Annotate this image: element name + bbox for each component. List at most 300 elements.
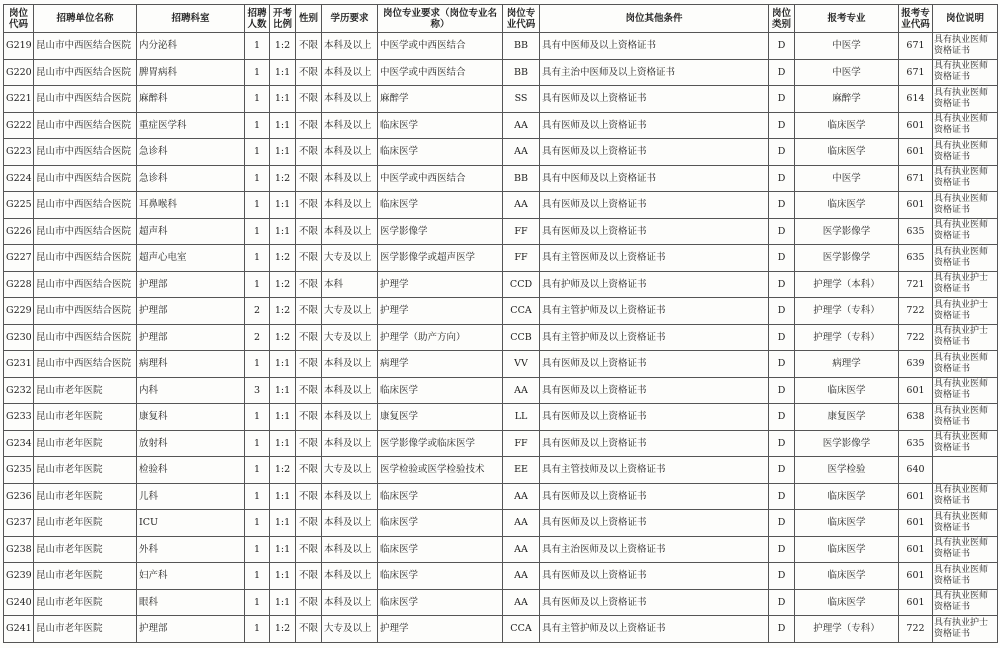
cell-post-code: G241 xyxy=(4,616,34,643)
header-post-note: 岗位说明 xyxy=(933,5,998,33)
cell-post-note: 具有执业医师资格证书 xyxy=(933,192,998,219)
cell-exam-ratio: 1:1 xyxy=(270,192,296,219)
cell-exam-ratio: 1:1 xyxy=(270,589,296,616)
cell-post-code: G240 xyxy=(4,589,34,616)
cell-exam-major: 临床医学 xyxy=(795,589,899,616)
cell-education: 大专及以上 xyxy=(322,616,378,643)
cell-post-note: 具有执业医师资格证书 xyxy=(933,86,998,113)
cell-major-code: AA xyxy=(503,510,540,537)
cell-gender: 不限 xyxy=(296,536,322,563)
cell-post-note: 具有执业医师资格证书 xyxy=(933,404,998,431)
cell-exam-major: 中医学 xyxy=(795,59,899,86)
header-other-conditions: 岗位其他条件 xyxy=(540,5,769,33)
cell-unit-name: 昆山市老年医院 xyxy=(34,616,137,643)
cell-education: 本科及以上 xyxy=(322,112,378,139)
table-row xyxy=(4,59,998,86)
cell-post-note: 具有执业医师资格证书 xyxy=(933,218,998,245)
cell-exam-major-code: 671 xyxy=(899,33,933,60)
cell-major-requirement: 中医学或中西医结合 xyxy=(378,165,503,192)
table-row xyxy=(4,165,998,192)
cell-department: 重症医学科 xyxy=(137,112,245,139)
cell-exam-major-code: 601 xyxy=(899,377,933,404)
cell-post-code: G228 xyxy=(4,271,34,298)
cell-major-requirement: 护理学 xyxy=(378,271,503,298)
cell-exam-major-code: 638 xyxy=(899,404,933,431)
cell-exam-major-code: 601 xyxy=(899,112,933,139)
cell-exam-ratio: 1:1 xyxy=(270,563,296,590)
cell-gender: 不限 xyxy=(296,33,322,60)
cell-headcount: 1 xyxy=(245,536,270,563)
cell-exam-major-code: 601 xyxy=(899,483,933,510)
cell-post-note: 具有执业医师资格证书 xyxy=(933,351,998,378)
cell-exam-ratio: 1:2 xyxy=(270,298,296,325)
cell-education: 本科及以上 xyxy=(322,139,378,166)
cell-major-requirement: 护理学 xyxy=(378,616,503,643)
cell-post-code: G238 xyxy=(4,536,34,563)
cell-major-code: CCA xyxy=(503,616,540,643)
cell-education: 大专及以上 xyxy=(322,298,378,325)
cell-unit-name: 昆山市中西医结合医院 xyxy=(34,218,137,245)
cell-post-category: D xyxy=(769,86,795,113)
header-unit-name: 招聘单位名称 xyxy=(34,5,137,33)
cell-other-conditions: 具有主管护师及以上资格证书 xyxy=(540,298,769,325)
cell-post-code: G236 xyxy=(4,483,34,510)
cell-major-code: AA xyxy=(503,563,540,590)
cell-department: 超声科 xyxy=(137,218,245,245)
cell-unit-name: 昆山市老年医院 xyxy=(34,589,137,616)
cell-education: 本科及以上 xyxy=(322,563,378,590)
cell-gender: 不限 xyxy=(296,510,322,537)
cell-major-code: AA xyxy=(503,589,540,616)
cell-education: 本科及以上 xyxy=(322,59,378,86)
cell-exam-ratio: 1:2 xyxy=(270,165,296,192)
cell-post-category: D xyxy=(769,271,795,298)
cell-headcount: 1 xyxy=(245,33,270,60)
cell-post-code: G224 xyxy=(4,165,34,192)
table-row xyxy=(4,86,998,113)
cell-other-conditions: 具有医师及以上资格证书 xyxy=(540,510,769,537)
cell-exam-major: 临床医学 xyxy=(795,112,899,139)
cell-exam-ratio: 1:1 xyxy=(270,377,296,404)
cell-department: 护理部 xyxy=(137,616,245,643)
cell-post-note: 具有执业医师资格证书 xyxy=(933,139,998,166)
cell-gender: 不限 xyxy=(296,351,322,378)
cell-post-note: 具有执业医师资格证书 xyxy=(933,245,998,272)
cell-exam-ratio: 1:1 xyxy=(270,112,296,139)
cell-major-code: CCA xyxy=(503,298,540,325)
cell-post-code: G223 xyxy=(4,139,34,166)
cell-exam-ratio: 1:1 xyxy=(270,536,296,563)
cell-department: 急诊科 xyxy=(137,165,245,192)
cell-exam-ratio: 1:2 xyxy=(270,324,296,351)
cell-exam-ratio: 1:1 xyxy=(270,218,296,245)
cell-unit-name: 昆山市老年医院 xyxy=(34,536,137,563)
cell-exam-ratio: 1:2 xyxy=(270,33,296,60)
cell-major-requirement: 中医学或中西医结合 xyxy=(378,59,503,86)
cell-exam-major-code: 635 xyxy=(899,245,933,272)
cell-exam-major-code: 601 xyxy=(899,589,933,616)
cell-post-code: G226 xyxy=(4,218,34,245)
cell-major-code: EE xyxy=(503,457,540,484)
cell-major-requirement: 康复医学 xyxy=(378,404,503,431)
header-gender: 性别 xyxy=(296,5,322,33)
cell-headcount: 1 xyxy=(245,112,270,139)
cell-major-requirement: 临床医学 xyxy=(378,589,503,616)
cell-major-requirement: 医学影像学或超声医学 xyxy=(378,245,503,272)
table-row xyxy=(4,139,998,166)
cell-headcount: 1 xyxy=(245,59,270,86)
cell-exam-ratio: 1:1 xyxy=(270,404,296,431)
header-exam-ratio: 开考比例 xyxy=(270,5,296,33)
cell-post-category: D xyxy=(769,536,795,563)
cell-exam-major: 临床医学 xyxy=(795,377,899,404)
cell-post-code: G235 xyxy=(4,457,34,484)
cell-post-note: 具有执业医师资格证书 xyxy=(933,33,998,60)
cell-post-category: D xyxy=(769,245,795,272)
table-row xyxy=(4,404,998,431)
header-headcount: 招聘人数 xyxy=(245,5,270,33)
cell-major-code: VV xyxy=(503,351,540,378)
cell-unit-name: 昆山市老年医院 xyxy=(34,510,137,537)
table-row xyxy=(4,271,998,298)
cell-exam-major-code: 671 xyxy=(899,59,933,86)
cell-unit-name: 昆山市中西医结合医院 xyxy=(34,33,137,60)
cell-major-code: AA xyxy=(503,483,540,510)
cell-exam-major: 麻醉学 xyxy=(795,86,899,113)
cell-exam-major-code: 671 xyxy=(899,165,933,192)
table-row xyxy=(4,112,998,139)
cell-gender: 不限 xyxy=(296,271,322,298)
cell-post-note: 具有执业医师资格证书 xyxy=(933,536,998,563)
cell-post-category: D xyxy=(769,377,795,404)
cell-exam-major: 护理学（专科） xyxy=(795,298,899,325)
cell-department: 妇产科 xyxy=(137,563,245,590)
cell-gender: 不限 xyxy=(296,324,322,351)
table-row xyxy=(4,245,998,272)
cell-post-category: D xyxy=(769,165,795,192)
cell-other-conditions: 具有医师及以上资格证书 xyxy=(540,218,769,245)
cell-unit-name: 昆山市中西医结合医院 xyxy=(34,165,137,192)
cell-other-conditions: 具有医师及以上资格证书 xyxy=(540,139,769,166)
cell-unit-name: 昆山市老年医院 xyxy=(34,404,137,431)
cell-headcount: 3 xyxy=(245,377,270,404)
cell-department: 耳鼻喉科 xyxy=(137,192,245,219)
cell-post-note: 具有执业护士资格证书 xyxy=(933,271,998,298)
cell-other-conditions: 具有主治中医师及以上资格证书 xyxy=(540,59,769,86)
cell-post-note: 具有执业医师资格证书 xyxy=(933,377,998,404)
cell-exam-ratio: 1:2 xyxy=(270,616,296,643)
cell-education: 本科及以上 xyxy=(322,351,378,378)
cell-exam-ratio: 1:1 xyxy=(270,483,296,510)
cell-post-code: G219 xyxy=(4,33,34,60)
cell-post-category: D xyxy=(769,457,795,484)
cell-exam-ratio: 1:1 xyxy=(270,86,296,113)
cell-major-requirement: 病理学 xyxy=(378,351,503,378)
cell-education: 本科及以上 xyxy=(322,536,378,563)
cell-gender: 不限 xyxy=(296,377,322,404)
cell-other-conditions: 具有主管护师及以上资格证书 xyxy=(540,324,769,351)
cell-other-conditions: 具有医师及以上资格证书 xyxy=(540,112,769,139)
cell-major-code: SS xyxy=(503,86,540,113)
cell-department: 放射科 xyxy=(137,430,245,457)
cell-other-conditions: 具有医师及以上资格证书 xyxy=(540,589,769,616)
header-education: 学历要求 xyxy=(322,5,378,33)
cell-post-category: D xyxy=(769,404,795,431)
cell-post-note: 具有执业医师资格证书 xyxy=(933,563,998,590)
cell-post-category: D xyxy=(769,483,795,510)
cell-exam-major: 康复医学 xyxy=(795,404,899,431)
cell-gender: 不限 xyxy=(296,298,322,325)
cell-gender: 不限 xyxy=(296,112,322,139)
cell-gender: 不限 xyxy=(296,616,322,643)
table-header xyxy=(4,5,998,33)
cell-major-requirement: 临床医学 xyxy=(378,377,503,404)
cell-exam-major: 中医学 xyxy=(795,33,899,60)
cell-headcount: 1 xyxy=(245,404,270,431)
cell-exam-ratio: 1:2 xyxy=(270,457,296,484)
cell-exam-major: 医学影像学 xyxy=(795,245,899,272)
table-row xyxy=(4,510,998,537)
cell-education: 本科及以上 xyxy=(322,589,378,616)
cell-education: 本科及以上 xyxy=(322,430,378,457)
cell-exam-major-code: 614 xyxy=(899,86,933,113)
cell-other-conditions: 具有医师及以上资格证书 xyxy=(540,404,769,431)
header-row xyxy=(4,5,998,33)
cell-post-category: D xyxy=(769,139,795,166)
cell-headcount: 1 xyxy=(245,139,270,166)
cell-major-requirement: 护理学 xyxy=(378,298,503,325)
table-row xyxy=(4,536,998,563)
cell-gender: 不限 xyxy=(296,430,322,457)
table-row xyxy=(4,351,998,378)
cell-gender: 不限 xyxy=(296,218,322,245)
cell-unit-name: 昆山市中西医结合医院 xyxy=(34,192,137,219)
cell-exam-major: 临床医学 xyxy=(795,192,899,219)
cell-headcount: 1 xyxy=(245,192,270,219)
cell-other-conditions: 具有主管护师及以上资格证书 xyxy=(540,616,769,643)
cell-major-requirement: 临床医学 xyxy=(378,510,503,537)
cell-major-requirement: 临床医学 xyxy=(378,536,503,563)
cell-exam-major-code: 601 xyxy=(899,563,933,590)
header-major-code: 岗位专业代码 xyxy=(503,5,540,33)
cell-major-code: AA xyxy=(503,377,540,404)
cell-education: 大专及以上 xyxy=(322,324,378,351)
cell-education: 本科 xyxy=(322,271,378,298)
cell-gender: 不限 xyxy=(296,404,322,431)
cell-post-category: D xyxy=(769,112,795,139)
cell-post-category: D xyxy=(769,589,795,616)
cell-exam-major: 医学影像学 xyxy=(795,218,899,245)
cell-post-note: 具有执业护士资格证书 xyxy=(933,324,998,351)
cell-unit-name: 昆山市中西医结合医院 xyxy=(34,271,137,298)
cell-headcount: 1 xyxy=(245,218,270,245)
cell-exam-major-code: 601 xyxy=(899,192,933,219)
table-body xyxy=(4,33,998,643)
cell-unit-name: 昆山市中西医结合医院 xyxy=(34,59,137,86)
cell-unit-name: 昆山市中西医结合医院 xyxy=(34,245,137,272)
cell-gender: 不限 xyxy=(296,457,322,484)
cell-other-conditions: 具有医师及以上资格证书 xyxy=(540,192,769,219)
cell-major-requirement: 医学影像学 xyxy=(378,218,503,245)
cell-exam-ratio: 1:1 xyxy=(270,510,296,537)
table-row xyxy=(4,616,998,643)
cell-exam-major: 临床医学 xyxy=(795,536,899,563)
cell-education: 本科及以上 xyxy=(322,218,378,245)
cell-unit-name: 昆山市中西医结合医院 xyxy=(34,86,137,113)
cell-department: 外科 xyxy=(137,536,245,563)
cell-major-requirement: 医学影像学或临床医学 xyxy=(378,430,503,457)
cell-post-code: G229 xyxy=(4,298,34,325)
cell-department: 内分泌科 xyxy=(137,33,245,60)
cell-exam-ratio: 1:2 xyxy=(270,271,296,298)
cell-exam-ratio: 1:1 xyxy=(270,430,296,457)
cell-department: 护理部 xyxy=(137,298,245,325)
cell-major-code: CCD xyxy=(503,271,540,298)
cell-education: 本科及以上 xyxy=(322,404,378,431)
cell-headcount: 1 xyxy=(245,589,270,616)
cell-other-conditions: 具有中医师及以上资格证书 xyxy=(540,165,769,192)
cell-headcount: 1 xyxy=(245,165,270,192)
table-row xyxy=(4,430,998,457)
cell-gender: 不限 xyxy=(296,86,322,113)
cell-other-conditions: 具有医师及以上资格证书 xyxy=(540,483,769,510)
cell-education: 本科及以上 xyxy=(322,483,378,510)
table-row xyxy=(4,483,998,510)
cell-gender: 不限 xyxy=(296,245,322,272)
cell-major-requirement: 临床医学 xyxy=(378,112,503,139)
cell-exam-major-code: 721 xyxy=(899,271,933,298)
header-post-code: 岗位代码 xyxy=(4,5,34,33)
cell-post-category: D xyxy=(769,616,795,643)
cell-unit-name: 昆山市老年医院 xyxy=(34,457,137,484)
cell-exam-major: 临床医学 xyxy=(795,139,899,166)
table-row xyxy=(4,298,998,325)
cell-headcount: 1 xyxy=(245,271,270,298)
cell-post-category: D xyxy=(769,33,795,60)
cell-gender: 不限 xyxy=(296,165,322,192)
cell-major-code: AA xyxy=(503,112,540,139)
header-exam-major: 报考专业 xyxy=(795,5,899,33)
cell-other-conditions: 具有医师及以上资格证书 xyxy=(540,351,769,378)
cell-gender: 不限 xyxy=(296,59,322,86)
cell-exam-ratio: 1:2 xyxy=(270,245,296,272)
cell-exam-major: 临床医学 xyxy=(795,483,899,510)
table-row xyxy=(4,33,998,60)
cell-exam-major-code: 722 xyxy=(899,298,933,325)
cell-post-note: 具有执业医师资格证书 xyxy=(933,430,998,457)
cell-unit-name: 昆山市老年医院 xyxy=(34,430,137,457)
cell-headcount: 2 xyxy=(245,324,270,351)
cell-other-conditions: 具有主治医师及以上资格证书 xyxy=(540,536,769,563)
cell-unit-name: 昆山市中西医结合医院 xyxy=(34,324,137,351)
cell-post-category: D xyxy=(769,298,795,325)
table-row xyxy=(4,192,998,219)
cell-exam-major: 临床医学 xyxy=(795,563,899,590)
cell-major-code: AA xyxy=(503,192,540,219)
cell-unit-name: 昆山市老年医院 xyxy=(34,377,137,404)
cell-major-code: AA xyxy=(503,536,540,563)
cell-department: 麻醉科 xyxy=(137,86,245,113)
cell-department: 急诊科 xyxy=(137,139,245,166)
cell-post-code: G230 xyxy=(4,324,34,351)
cell-post-code: G225 xyxy=(4,192,34,219)
cell-post-code: G231 xyxy=(4,351,34,378)
cell-post-note: 具有执业医师资格证书 xyxy=(933,510,998,537)
cell-unit-name: 昆山市中西医结合医院 xyxy=(34,139,137,166)
cell-major-code: LL xyxy=(503,404,540,431)
cell-major-requirement: 临床医学 xyxy=(378,483,503,510)
cell-post-code: G239 xyxy=(4,563,34,590)
cell-post-category: D xyxy=(769,218,795,245)
cell-other-conditions: 具有中医师及以上资格证书 xyxy=(540,33,769,60)
cell-other-conditions: 具有医师及以上资格证书 xyxy=(540,377,769,404)
cell-post-category: D xyxy=(769,430,795,457)
cell-exam-major: 医学影像学 xyxy=(795,430,899,457)
recruitment-table-wrapper xyxy=(3,4,997,643)
cell-headcount: 1 xyxy=(245,351,270,378)
table-row xyxy=(4,457,998,484)
cell-department: 儿科 xyxy=(137,483,245,510)
cell-department: ICU xyxy=(137,510,245,537)
cell-post-category: D xyxy=(769,510,795,537)
cell-post-code: G227 xyxy=(4,245,34,272)
cell-headcount: 1 xyxy=(245,563,270,590)
cell-major-requirement: 临床医学 xyxy=(378,139,503,166)
cell-department: 内科 xyxy=(137,377,245,404)
cell-post-note: 具有执业医师资格证书 xyxy=(933,165,998,192)
cell-gender: 不限 xyxy=(296,483,322,510)
cell-headcount: 1 xyxy=(245,616,270,643)
cell-major-requirement: 麻醉学 xyxy=(378,86,503,113)
cell-major-code: CCB xyxy=(503,324,540,351)
cell-exam-major: 护理学（本科） xyxy=(795,271,899,298)
table-row xyxy=(4,218,998,245)
cell-other-conditions: 具有主管技师及以上资格证书 xyxy=(540,457,769,484)
cell-department: 康复科 xyxy=(137,404,245,431)
cell-post-category: D xyxy=(769,59,795,86)
cell-education: 大专及以上 xyxy=(322,245,378,272)
cell-major-code: FF xyxy=(503,218,540,245)
cell-headcount: 1 xyxy=(245,86,270,113)
header-major-requirement: 岗位专业要求（岗位专业名称） xyxy=(378,5,503,33)
cell-gender: 不限 xyxy=(296,563,322,590)
cell-headcount: 1 xyxy=(245,430,270,457)
cell-exam-major: 病理学 xyxy=(795,351,899,378)
cell-exam-ratio: 1:1 xyxy=(270,59,296,86)
cell-exam-major-code: 722 xyxy=(899,324,933,351)
cell-gender: 不限 xyxy=(296,139,322,166)
cell-major-requirement: 临床医学 xyxy=(378,563,503,590)
cell-gender: 不限 xyxy=(296,589,322,616)
cell-education: 本科及以上 xyxy=(322,86,378,113)
cell-education: 大专及以上 xyxy=(322,457,378,484)
cell-headcount: 1 xyxy=(245,483,270,510)
cell-other-conditions: 具有医师及以上资格证书 xyxy=(540,430,769,457)
cell-post-category: D xyxy=(769,324,795,351)
cell-post-note xyxy=(933,457,998,484)
cell-post-note: 具有执业医师资格证书 xyxy=(933,59,998,86)
cell-major-code: BB xyxy=(503,59,540,86)
cell-education: 本科及以上 xyxy=(322,377,378,404)
cell-other-conditions: 具有医师及以上资格证书 xyxy=(540,86,769,113)
recruitment-table xyxy=(3,4,998,643)
cell-exam-major-code: 601 xyxy=(899,510,933,537)
cell-other-conditions: 具有护师及以上资格证书 xyxy=(540,271,769,298)
cell-exam-major-code: 722 xyxy=(899,616,933,643)
header-post-category: 岗位类别 xyxy=(769,5,795,33)
cell-headcount: 1 xyxy=(245,245,270,272)
cell-post-code: G234 xyxy=(4,430,34,457)
